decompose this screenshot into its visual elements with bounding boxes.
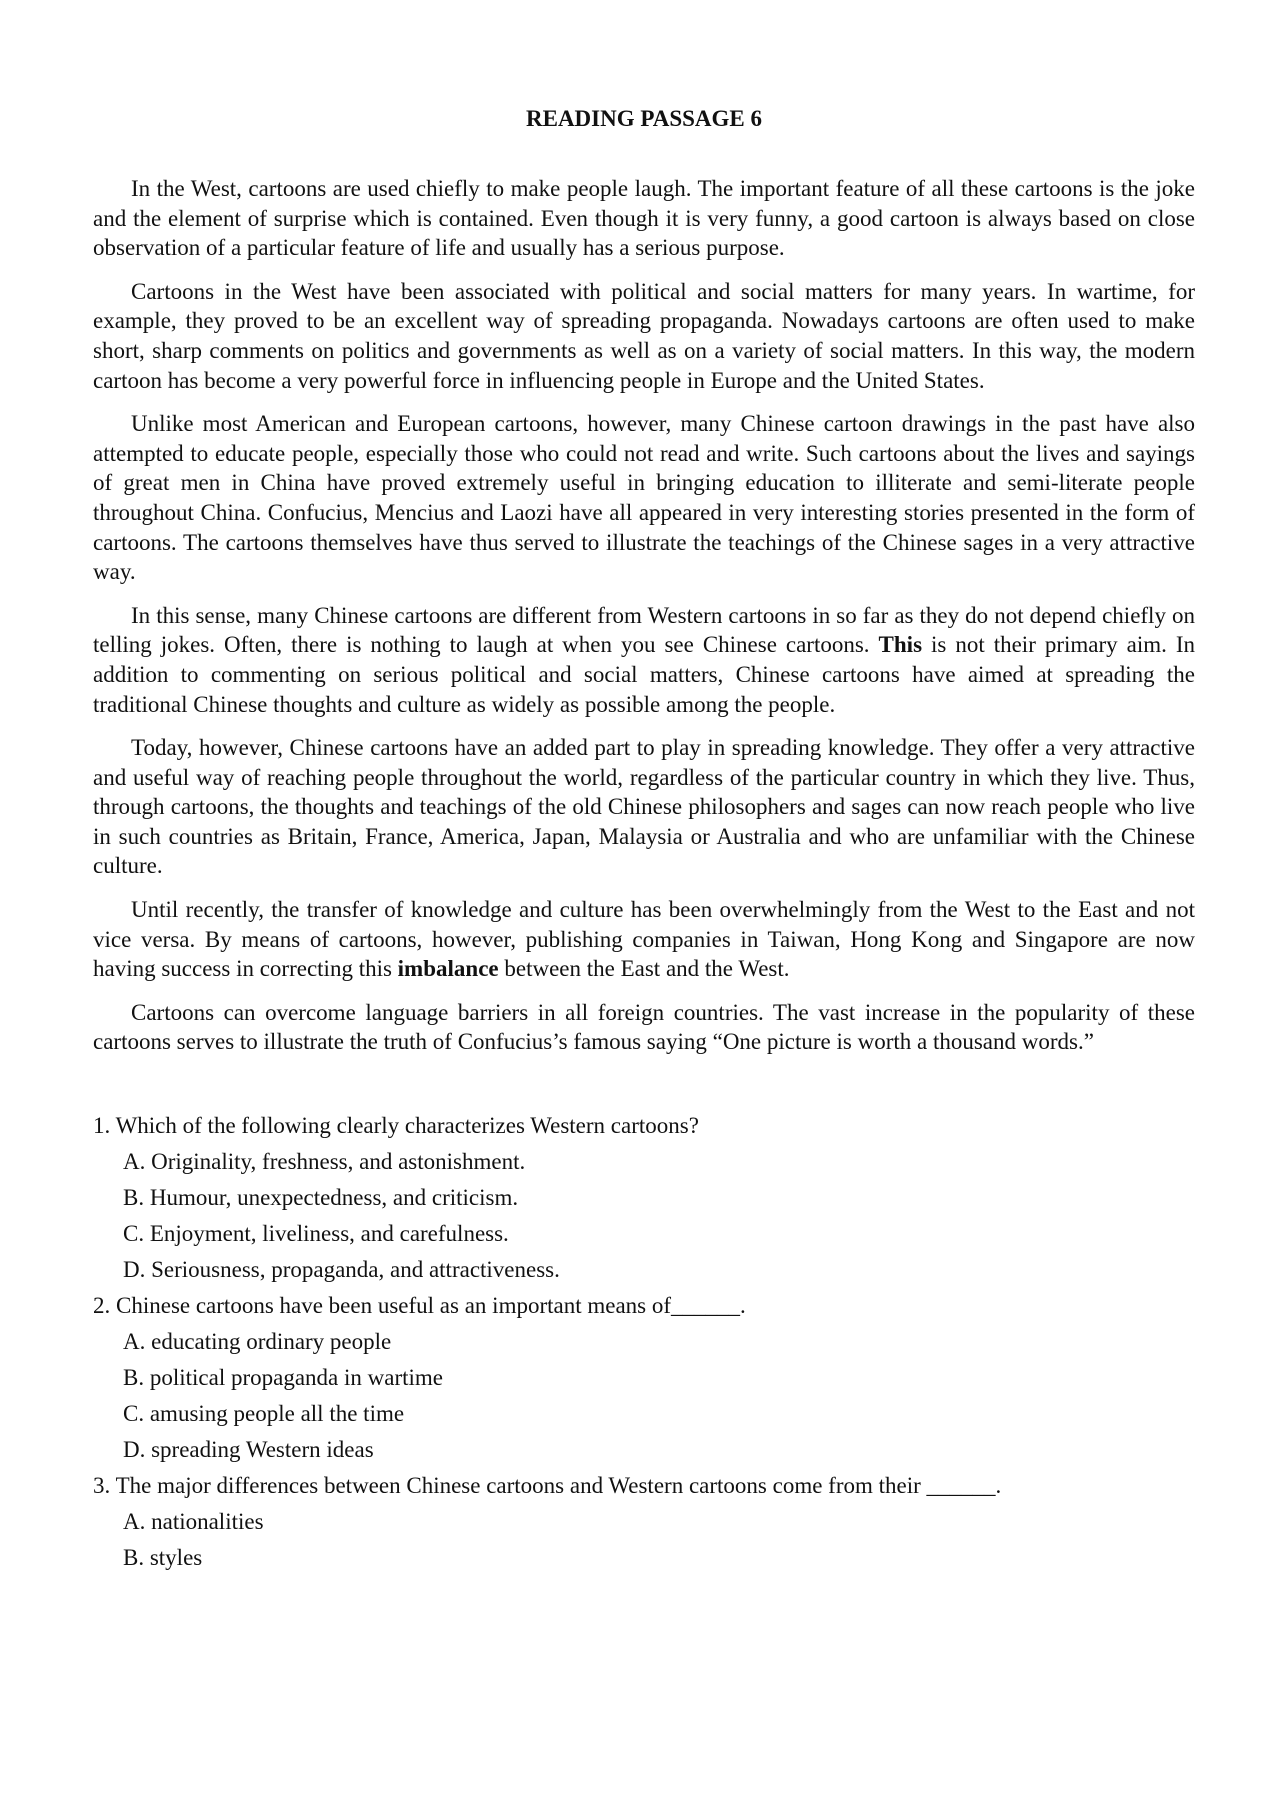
paragraph-4-part-b: is not their primary aim. In addition to commenting on serious political and social matters, Chinese cartoons have aimed at spreading the traditional Chinese thoughts and culture as widely as possible among the people.	[93, 632, 1195, 717]
question-3	[93, 1471, 1195, 1573]
answer-option: C. amusing people all the time	[123, 1401, 405, 1427]
paragraph-1: In the West, cartoons are used chiefly to make people laugh. The important feature of all these cartoons is the joke and the element of surprise which is contained. Even though it is very funny, a good cartoon is always based on close observation of a particular feature of life and usually has a serious purpose.	[93, 176, 1195, 261]
paragraph-4	[93, 601, 1195, 719]
question-stem: 1. Which of the following clearly characterizes Western cartoons?	[93, 1113, 699, 1139]
paragraph-3: Unlike most American and European cartoons, however, many Chinese cartoon drawings in the past have also attempted to educate people, especially those who could not read and write. Such cartoons about the lives and sayings of great men in China have proved extremely useful in bringing education to illiterate and semi-literate people throughout China. Confucius, Mencius and Laozi have all appeared in very interesting stories presented in the form of cartoons. The cartoons themselves have thus served to illustrate the teachings of the Chinese sages in a very attractive way.	[93, 411, 1195, 585]
question-stem: 2. Chinese cartoons have been useful as an important means of______.	[93, 1293, 746, 1319]
paragraph-6-part-a: Until recently, the transfer of knowledge and culture has been overwhelmingly from the West to the East and not vice versa. By means of cartoons, however, publishing companies in Taiwan, Hong Kong and Singapore are now having success in correcting this	[93, 897, 1195, 982]
answer-option: D. spreading Western ideas	[123, 1437, 374, 1463]
paragraph-6	[93, 895, 1195, 984]
paragraph-6-bold-word: imbalance	[397, 956, 499, 982]
answer-option: C. Enjoyment, liveliness, and carefulness.	[123, 1221, 509, 1247]
answer-option: D. Seriousness, propaganda, and attractiveness.	[123, 1257, 560, 1283]
answer-option: B. Humour, unexpectedness, and criticism.	[123, 1185, 519, 1211]
document-page	[93, 104, 1195, 1579]
question-2	[93, 1291, 1195, 1465]
paragraph-7: Cartoons can overcome language barriers in all foreign countries. The vast increase in the popularity of these cartoons serves to illustrate the truth of Confucius’s famous saying “One picture is worth a thousand words.”	[93, 999, 1195, 1055]
paragraph-5: Today, however, Chinese cartoons have an added part to play in spreading knowledge. They offer a very attractive and useful way of reaching people throughout the world, regardless of the particular country in which they live. Thus, through cartoons, the thoughts and teachings of the old Chinese philosophers and sages can now reach people who live in such countries as Britain, France, America, Japan, Malaysia or Australia and who are unfamiliar with the Chinese culture.	[93, 735, 1195, 879]
paragraph-2: Cartoons in the West have been associated with political and social matters for many years. In wartime, for example, they proved to be an excellent way of spreading propaganda. Nowadays cartoons are often used to make short, sharp comments on politics and governments as well as on a variety of social matters. In this way, the modern cartoon has become a very powerful force in influencing people in Europe and the United States.	[93, 278, 1195, 393]
answer-option: A. educating ordinary people	[123, 1329, 392, 1355]
answer-option: A. Originality, freshness, and astonishment.	[123, 1149, 526, 1175]
answer-option: B. styles	[123, 1545, 203, 1571]
question-list	[93, 1111, 1195, 1573]
question-1	[93, 1111, 1195, 1285]
answer-option: A. nationalities	[123, 1509, 264, 1535]
paragraph-4-bold-word: This	[878, 632, 923, 658]
passage-body	[93, 174, 1195, 1057]
paragraph-4-part-a: In this sense, many Chinese cartoons are different from Western cartoons in so far as they do not depend chiefly on telling jokes. Often, there is nothing to laugh at when you see Chinese cartoons.	[93, 602, 1195, 658]
question-stem: 3. The major differences between Chinese cartoons and Western cartoons come from their ______.	[93, 1473, 1002, 1499]
paragraph-6-part-b: between the East and the West.	[498, 956, 790, 982]
answer-option: B. political propaganda in wartime	[123, 1365, 443, 1391]
passage-title: READING PASSAGE 6	[526, 106, 762, 131]
